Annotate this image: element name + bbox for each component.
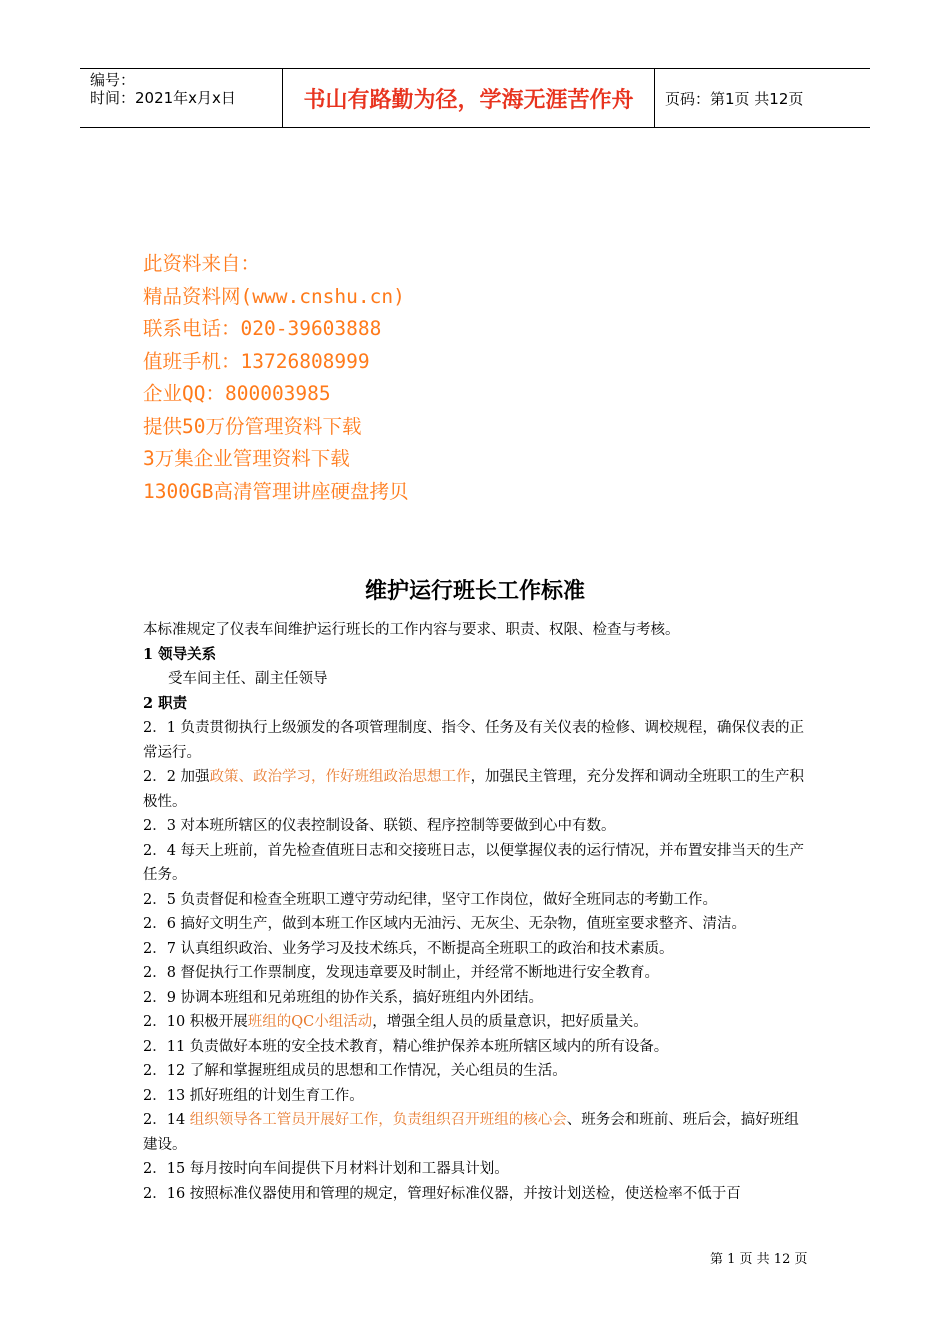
- duty-item: [143, 1010, 810, 1035]
- duty-item-text: 、班务会和班前、班后会，搞好班组建设。: [143, 1112, 799, 1153]
- section-heading: 2 职责: [143, 694, 188, 712]
- duty-item-highlight: 组织领导各工管员开展好工作，负责组织召开班组的核心会: [189, 1112, 567, 1128]
- section-heading: 1 领导关系: [143, 645, 217, 663]
- source-line: 值班手机：13726808999: [143, 349, 370, 373]
- duty-item: 2．9 协调本班组和兄弟班组的协作关系，搞好班组内外团结。: [143, 989, 544, 1006]
- section-paragraph: 受车间主任、副主任领导: [168, 671, 328, 687]
- header-page-info: 页码：第1页 共12页: [665, 89, 804, 108]
- duty-item-text: 2．14: [143, 1112, 190, 1128]
- duty-item: 2．13 抓好班组的计划生育工作。: [143, 1087, 364, 1104]
- source-line: 此资料来自：: [143, 252, 261, 275]
- duty-item: [143, 765, 810, 814]
- document-title: 维护运行班长工作标准: [364, 579, 585, 604]
- duty-item: 2．12 了解和掌握班组成员的思想和工作情况，关心组员的生活。: [143, 1063, 567, 1079]
- source-info-block: [143, 248, 408, 508]
- duty-item-text: 2．2 加强: [143, 769, 210, 785]
- duty-item: 2．6 搞好文明生产，做到本班工作区域内无油污、无灰尘、无杂物，值班室要求整齐、清洁。: [143, 916, 747, 932]
- duty-item: 2．5 负责督促和检查全班职工遵守劳动纪律，坚守工作岗位，做好全班同志的考勤工作。: [143, 891, 718, 908]
- source-line: 精品资料网(www.cnshu.cn): [143, 284, 405, 308]
- duty-item-text: ，加强民主管理，充分发挥和调动全班职工的生产积极性。: [143, 769, 805, 810]
- duty-item: 2．8 督促执行工作票制度，发现违章要及时制止，并经常不断地进行安全教育。: [143, 965, 660, 981]
- source-line: 联系电话：020-39603888: [143, 317, 382, 340]
- duty-item: 2．15 每月按时向车间提供下月材料计划和工器具计划。: [143, 1161, 509, 1177]
- header-motto: 书山有路勤为径，学海无涯苦作舟: [282, 69, 655, 127]
- time-label: 时间：2021年x月x日: [90, 89, 236, 107]
- header-meta: [80, 69, 282, 127]
- page-header: [80, 68, 870, 128]
- duty-item: 2．4 每天上班前，首先检查值班日志和交接班日志，以便掌握仪表的运行情况，并布置安排当天的生产任务。: [143, 842, 805, 883]
- document-body: [143, 618, 810, 1206]
- duty-item: 2．7 认真组织政治、业务学习及技术练兵，不断提高全班职工的政治和技术素质。: [143, 940, 674, 957]
- duty-item: 2．1 负责贯彻执行上级颁发的各项管理制度、指令、任务及有关仪表的检修、调校规程，确保仪表的正常运行。: [143, 720, 805, 761]
- duty-item: 2．16 按照标准仪器使用和管理的规定，管理好标准仪器，并按计划送检，使送检率不低于百: [143, 1185, 741, 1202]
- source-line: 1300GB高清管理讲座硬盘拷贝: [143, 479, 409, 503]
- serial-label: 编号：: [90, 71, 136, 89]
- duty-item: [143, 1108, 810, 1157]
- source-line: 提供50万份管理资料下载: [143, 414, 362, 438]
- duty-item-highlight: 政策、政治学习，作好班组政治思想工作: [209, 769, 471, 785]
- source-line: 3万集企业管理资料下载: [143, 447, 350, 470]
- duty-item-text: ，增强全组人员的质量意识，把好质量关。: [372, 1014, 648, 1030]
- intro-paragraph: 本标准规定了仪表车间维护运行班长的工作内容与要求、职责、权限、检查与考核。: [143, 622, 680, 638]
- duty-item: 2．3 对本班所辖区的仪表控制设备、联锁、程序控制等要做到心中有数。: [143, 818, 616, 834]
- duty-item-text: 2．10 积极开展: [143, 1014, 248, 1030]
- duty-item: 2．11 负责做好本班的安全技术教育，精心维护保养本班所辖区域内的所有设备。: [143, 1038, 669, 1055]
- duty-item-highlight: 班组的QC小组活动: [247, 1014, 373, 1030]
- page-footer: 第 1 页 共 12 页: [710, 1252, 808, 1267]
- source-line: 企业QQ：800003985: [143, 382, 331, 405]
